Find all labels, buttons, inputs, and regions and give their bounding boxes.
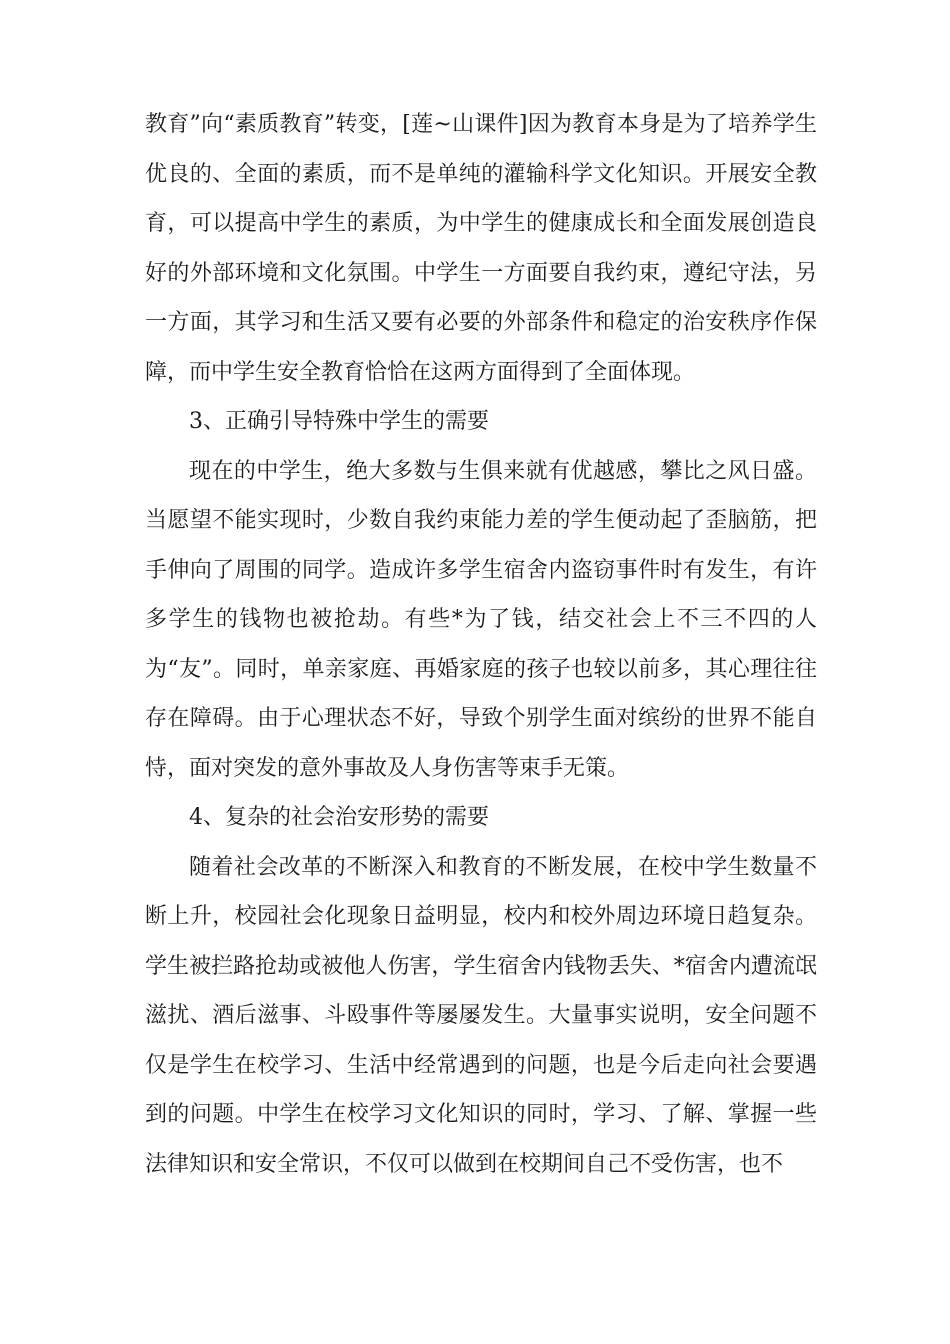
body-paragraph-2: 现在的中学生，绝大多数与生俱来就有优越感，攀比之风日盛。当愿望不能实现时，少数自我约束能力差的学生便动起了歪脑筋，把手伸向了周围的同学。造成许多学生宿舍内盗窃事件时有发生，有许多学生的钱物也被抢劫。有些*为了钱，结交社会上不三不四的人为“友”。同时，单亲家庭、再婚家庭的孩子也较以前多，其心理往往存在障碍。由于心理状态不好，导致个别学生面对缤纷的世界不能自恃，面对突发的意外事故及人身伤害等束手无策。 <box>145 458 817 781</box>
body-paragraph-1: 教育”向“素质教育”转变，[莲~山课件]因为教育本身是为了培养学生优良的、全面的素质，而不是单纯的灌输科学文化知识。开展安全教育，可以提高中学生的素质，为中学生的健康成长和全面发展创造良好的外部环境和文化氛围。中学生一方面要自我约束，遵纪守法，另一方面，其学习和生活又要有必要的外部条件和稳定的治安秩序作保障，而中学生安全教育恰恰在这两方面得到了全面体现。 <box>145 112 817 385</box>
section-heading-4: 4、复杂的社会治安形势的需要 <box>189 805 489 830</box>
section-heading-3: 3、正确引导特殊中学生的需要 <box>189 409 489 434</box>
document-page <box>145 100 817 1189</box>
body-paragraph-3: 随着社会改革的不断深入和教育的不断发展，在校中学生数量不断上升，校园社会化现象日益明显，校内和校外周边环境日趋复杂。学生被拦路抢劫或被他人伤害，学生宿舍内钱物丢失、*宿舍内遭流氓滋扰、酒后滋事、斗殴事件等屡屡发生。大量事实说明，安全问题不仅是学生在校学习、生活中经常遇到的问题，也是今后走向社会要遇到的问题。中学生在校学习文化知识的同时，学习、了解、掌握一些法律知识和安全常识，不仅可以做到在校期间自己不受伤害，也不 <box>145 854 817 1177</box>
